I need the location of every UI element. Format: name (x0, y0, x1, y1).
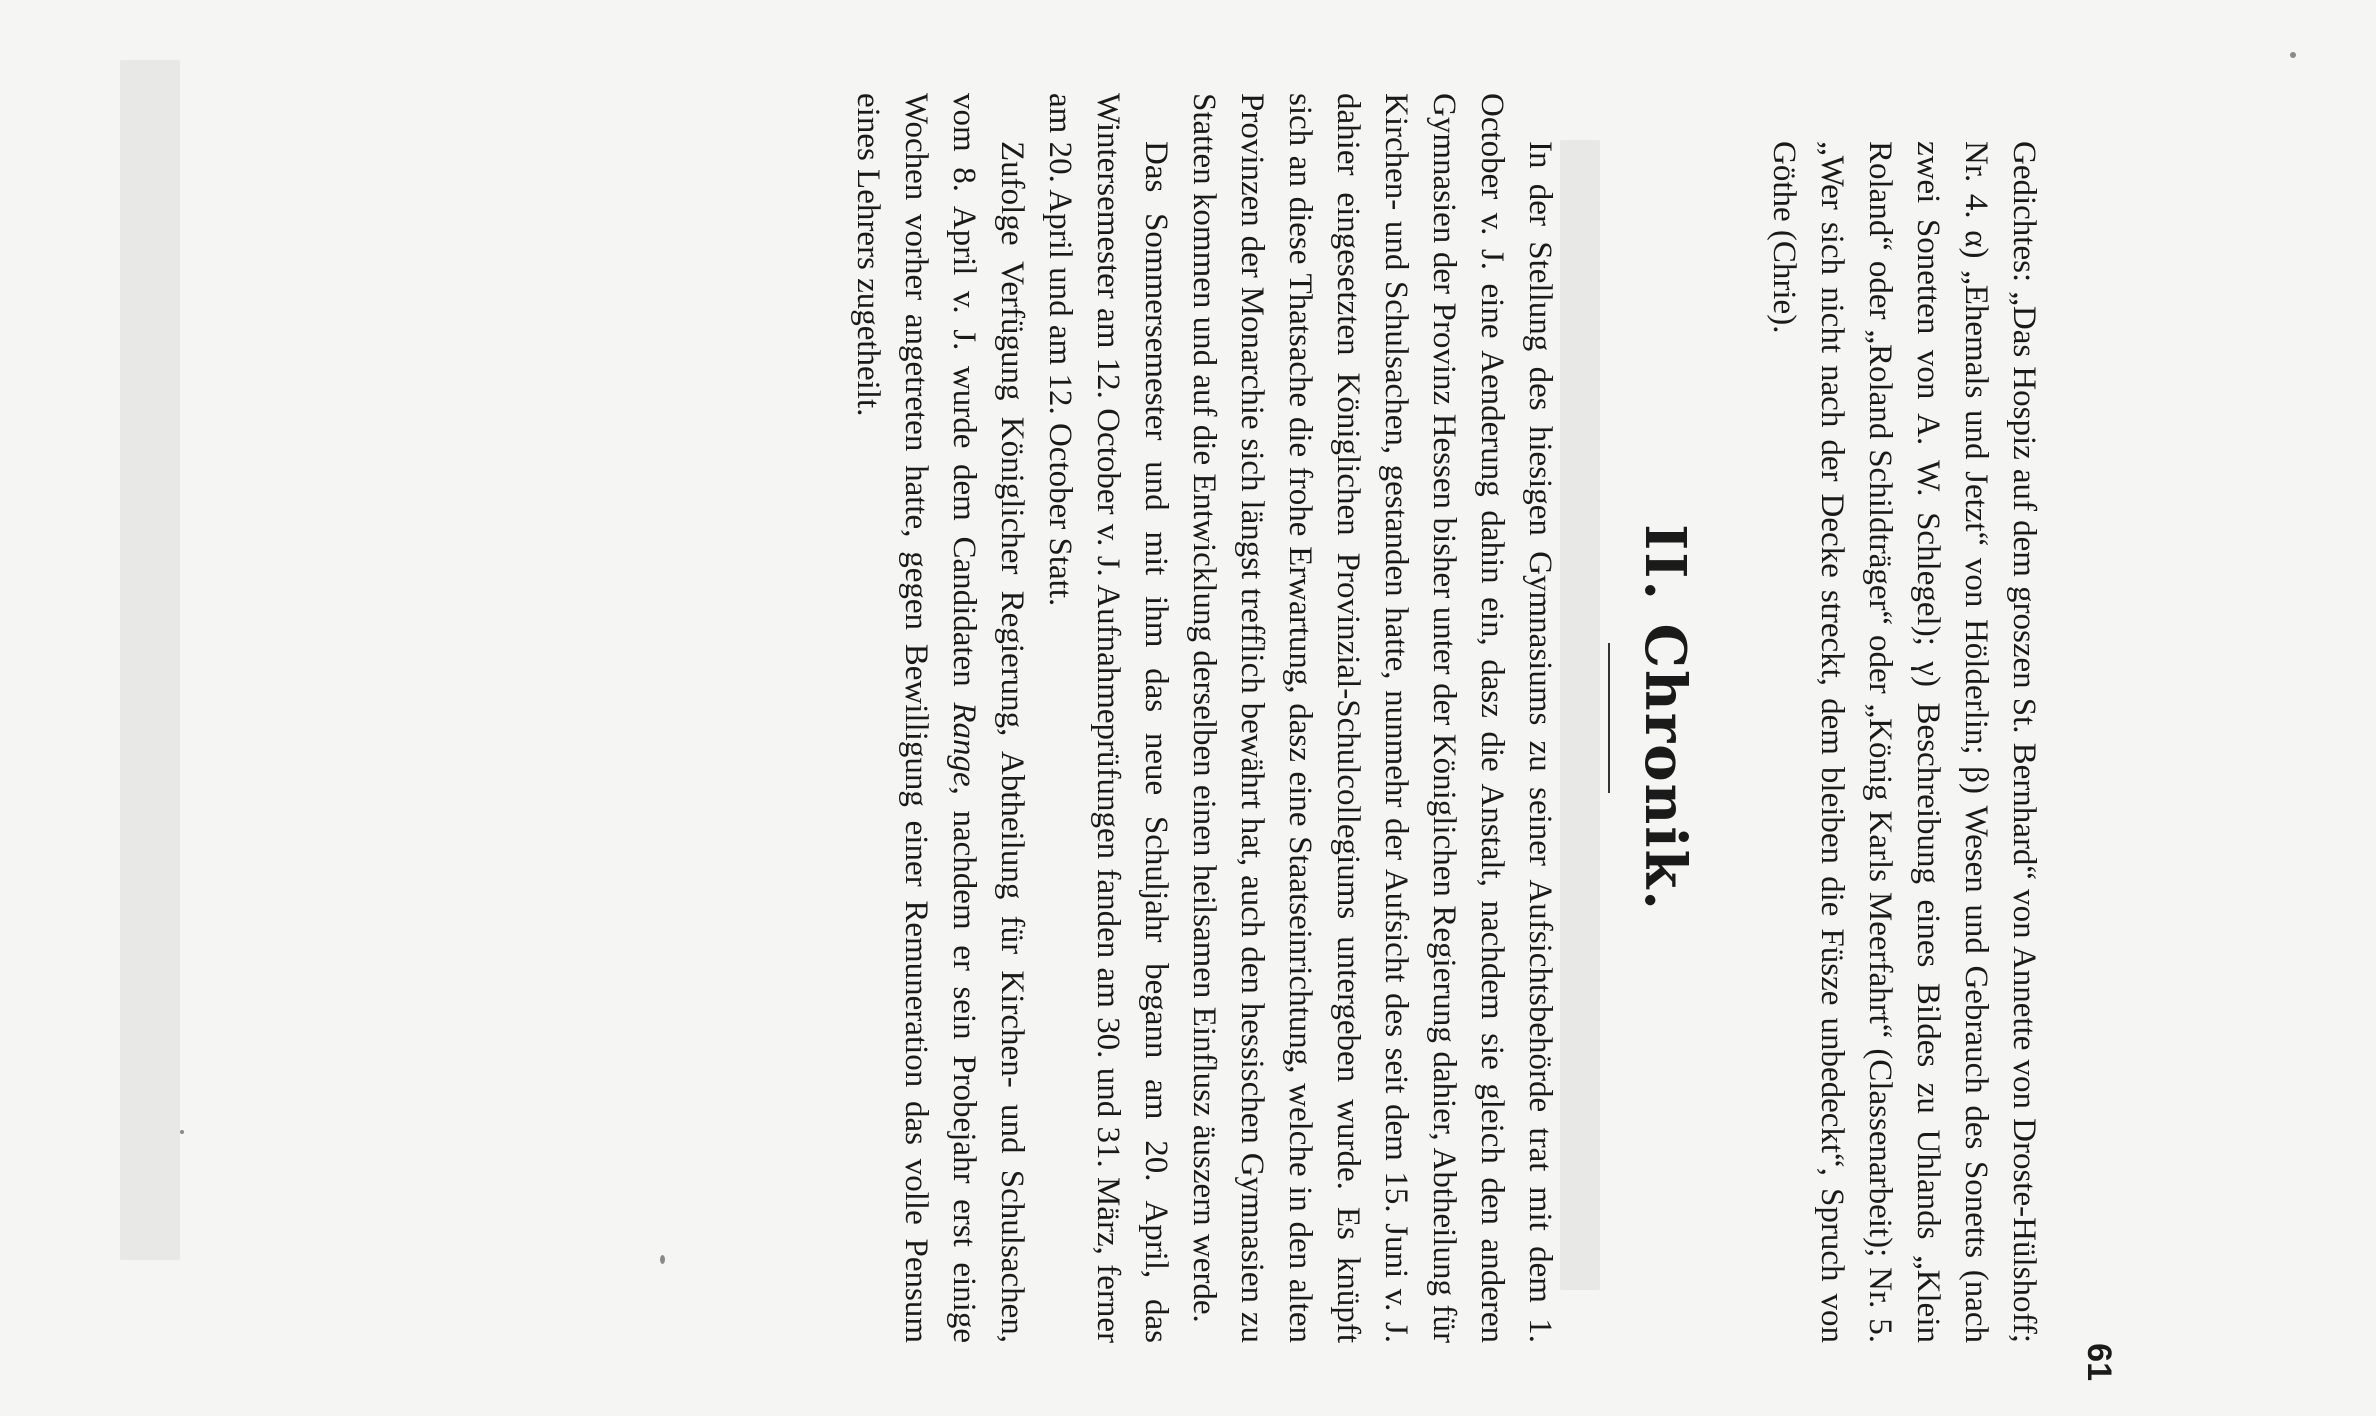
paragraph-poem-list: Gedichtes: „Das Hospiz auf dem groszen St. Bernhard“ von Annette von Droste-Hülshoff; Nr. 4. α) „Ehemals und Jetzt“ von Hölderlin; β) Wesen und Gebrauch des Sonetts (nach zwei Sonetten von A. W. Schlegel); γ) Beschreibung eines Bildes zu Uhlands „Klein Roland“ oder „Roland Schildträger“ oder „König Karls Meerfahrt“ (Classenarbeit); Nr. 5. „Wer sich nicht nach der Decke streckt, dem bleiben die Füsze unbedeckt“, Spruch von Göthe (Chrie). (1766, 141, 2042, 1343)
body-text (844, 93, 2048, 1343)
paragraph-candidate-start: Zufolge Verfügung Königlicher Regierung, Abtheilung für Kirchen- und Schulsachen, vom 8. April v. J. wurde dem Candidaten (946, 93, 1030, 1343)
section-heading: II. Chronik. (1632, 524, 1698, 912)
document-page (108, 13, 2268, 1403)
candidate-name: Range (946, 702, 982, 787)
divider-rule (1608, 643, 1610, 793)
dust-speck (2290, 52, 2296, 58)
paragraph-candidate-end: , nachdem er sein Probejahr erst einige Wochen vorher angetreten hatte, gegen Bewilligung einer Remuneration das volle Pensum eines Lehrers zugetheilt. (850, 93, 982, 1343)
paragraph-semester-dates: Das Sommersemester und mit ihm das neue Schuljahr begann am 20. April, das Wintersemester am 12. October v. J. Aufnahmeprüfungen fanden am 30. und 31. März, ferner am 20. April und am 12. October Statt. (1042, 93, 1174, 1343)
paragraph-candidate (844, 93, 1036, 1343)
paragraph-administration: In der Stellung des hiesigen Gymnasiums zu seiner Aufsichtsbehörde trat mit dem 1. October v. J. eine Aenderung dahin ein, dasz die Anstalt, nachdem sie gleich den anderen Gymnasien der Provinz Hessen bisher unter der Königlichen Regierung dahier, Abtheilung für Kirchen- und Schulsachen, gestanden hatte, nunmehr der Aufsicht des seit dem 15. Juni v. J. dahier eingesetzten Königlichen Provinzial-Schulcollegiums untergeben wurde. Es knüpft sich an diese Thatsache die frohe Erwartung, dasz eine Staatseinrichtung, welche in den alten Provinzen der Monarchie sich längst trefflich bewährt hat, auch den hessischen Gymnasien zu Statten kommen und auf die Entwicklung derselben einen heilsamen Einflusz äuszern werde. (1186, 93, 1558, 1343)
page-number: 61 (2080, 1343, 2118, 1381)
